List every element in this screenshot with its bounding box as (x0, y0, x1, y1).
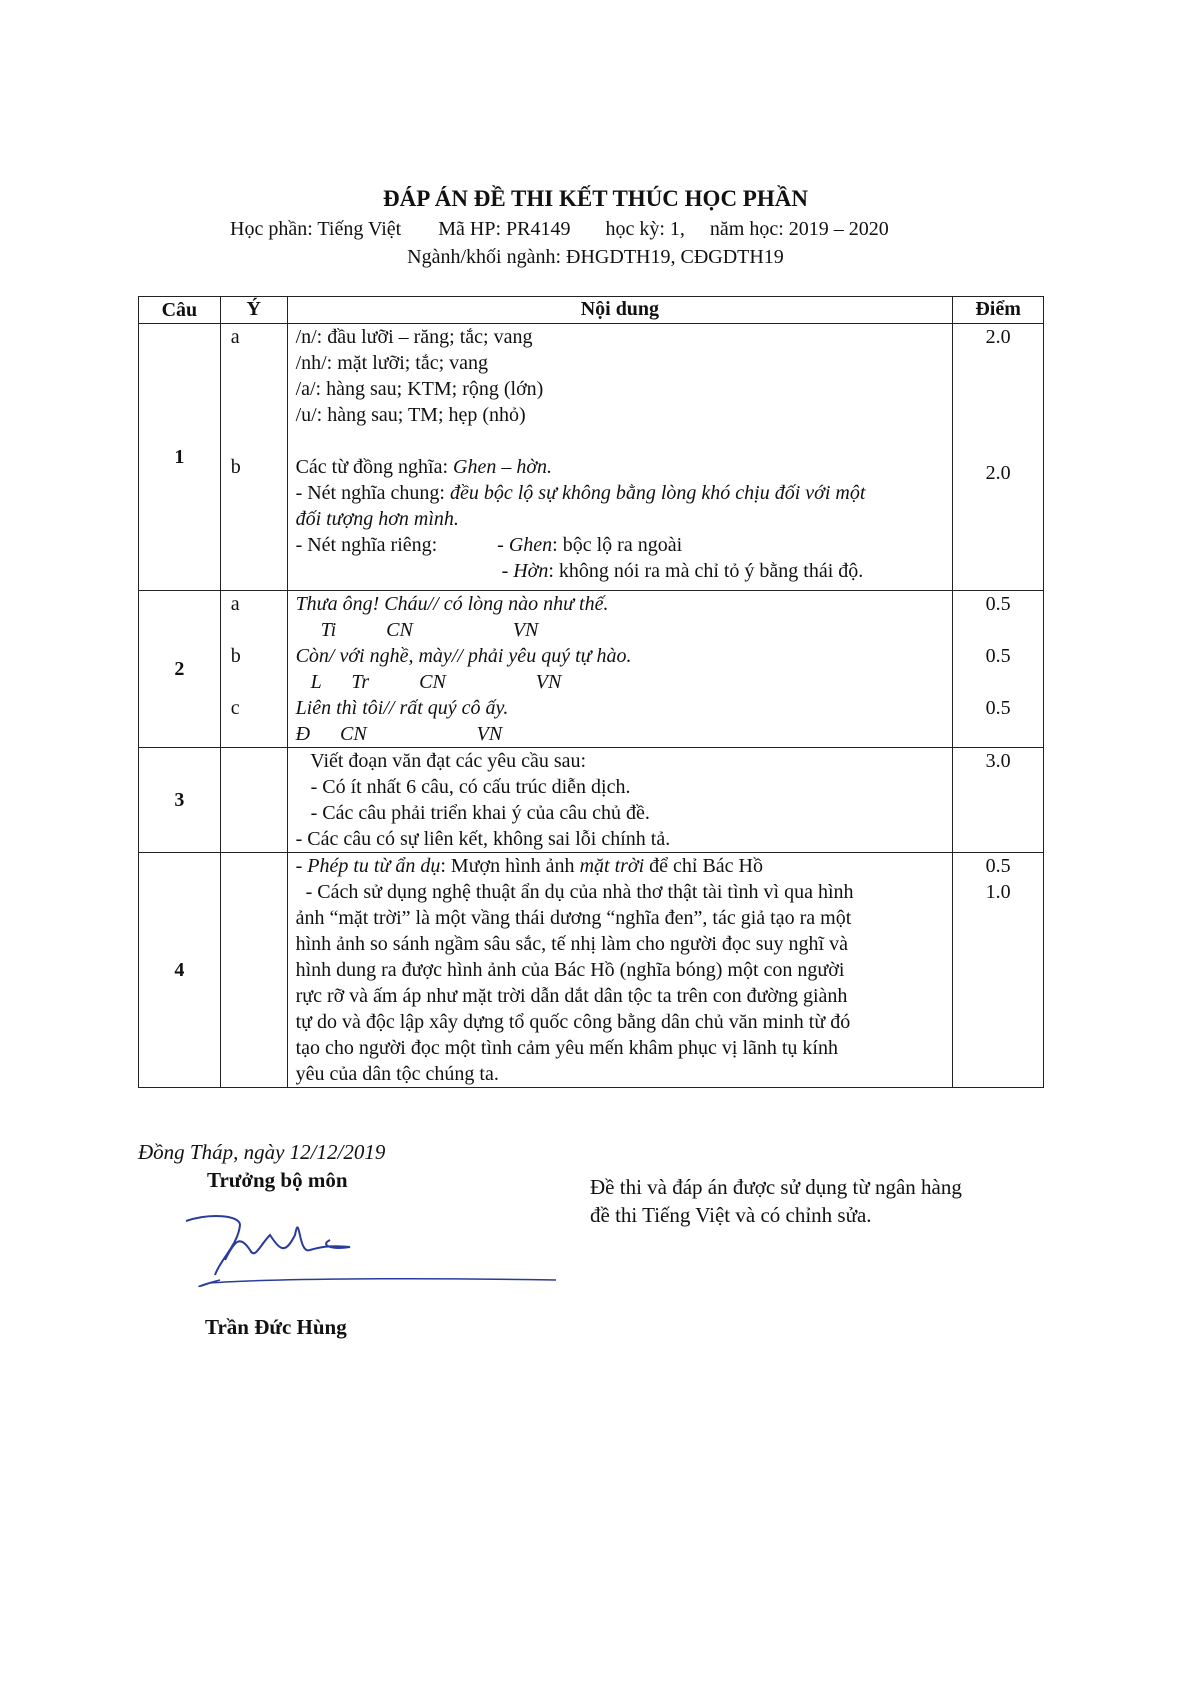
content-line: đối tượng hơn mình. (295, 508, 459, 530)
content-line: Các từ đồng nghĩa: Ghen – hờn. (295, 456, 553, 478)
document-title: ĐÁP ÁN ĐỀ THI KẾT THÚC HỌC PHẦN (383, 186, 808, 211)
sentence: Liên thì tôi// rất quý cô ấy. (295, 697, 509, 719)
answer-table (138, 296, 1044, 1088)
sub-a: a (230, 593, 240, 615)
question-number: 1 (139, 324, 221, 591)
score: 2.0 (985, 462, 1011, 484)
content-line: Viết đoạn văn đạt các yêu cầu sau: (295, 750, 587, 772)
sentence: Còn/ với nghề, mày// phải yêu quý tự hào. (295, 645, 632, 667)
analysis-tags: L Tr CN VN (295, 671, 562, 693)
note-line-2: đề thi Tiếng Việt và có chỉnh sửa. (590, 1203, 872, 1227)
score: 2.0 (985, 326, 1011, 348)
table-header (139, 297, 1044, 324)
semester: học kỳ: 1, (605, 218, 685, 240)
content-line: - Hờn: không nói ra mà chỉ tỏ ý bằng thái độ. (501, 560, 864, 582)
table-row-3 (139, 748, 1044, 853)
place-date: Đồng Tháp, ngày 12/12/2019 (138, 1140, 386, 1164)
subject-line (230, 218, 889, 241)
content-line: hình ảnh so sánh ngầm sâu sắc, tế nhị làm cho người đọc suy nghĩ và (295, 933, 848, 955)
sub-b: b (230, 456, 241, 478)
score: 3.0 (985, 750, 1011, 772)
content-line: tạo cho người đọc một tình cảm yêu mến khâm phục vị lãnh tụ kính (295, 1037, 838, 1059)
content-line: - Các câu có sự liên kết, không sai lỗi chính tả. (295, 828, 671, 850)
content-line: ảnh “mặt trời” là một vầng thái dương “nghĩa đen”, tác giả tạo ra một (295, 907, 852, 929)
header-y: Ý (220, 297, 287, 324)
content-line: /a/: hàng sau; KTM; rộng (lớn) (295, 378, 544, 400)
analysis-tags: Ti CN VN (295, 619, 539, 641)
content-line: rực rỡ và ấm áp như mặt trời dẫn dắt dân tộc ta trên con đường giành (295, 985, 848, 1007)
score: 0.5 (985, 593, 1011, 615)
content-line: - Có ít nhất 6 câu, có cấu trúc diễn dịch. (295, 776, 631, 798)
sentence: Thưa ông! Cháu// có lòng nào như thế. (295, 593, 609, 615)
major: Ngành/khối ngành: ĐHGDTH19, CĐGDTH19 (407, 246, 784, 268)
analysis-tags: Đ CN VN (295, 723, 503, 745)
content-line: - Phép tu từ ẩn dụ: Mượn hình ảnh mặt trời để chỉ Bác Hồ (295, 855, 763, 877)
content-line: /nh/: mặt lưỡi; tắc; vang (295, 352, 489, 374)
subject: Học phần: Tiếng Việt (230, 218, 402, 240)
content-line: /n/: đầu lưỡi – răng; tắc; vang (295, 326, 533, 348)
table-row-4 (139, 853, 1044, 1088)
table-row-1 (139, 324, 1044, 591)
content-line: yêu của dân tộc chúng ta. (295, 1063, 499, 1085)
question-number: 2 (139, 591, 221, 748)
question-number: 3 (139, 748, 221, 853)
note-line-1: Đề thi và đáp án được sử dụng từ ngân hàng (590, 1175, 962, 1199)
sub-a: a (230, 326, 240, 348)
signer-name: Trần Đức Hùng (205, 1315, 347, 1339)
content-line: tự do và độc lập xây dựng tổ quốc công bằng dân chủ văn minh từ đó (295, 1011, 851, 1033)
question-number: 4 (139, 853, 221, 1088)
table-row-2 (139, 591, 1044, 748)
content-line: - Cách sử dụng nghệ thuật ẩn dụ của nhà thơ thật tài tình vì qua hình (295, 881, 854, 903)
content-line: - Các câu phải triển khai ý của câu chủ đề. (295, 802, 650, 824)
signer-role: Trưởng bộ môn (207, 1168, 348, 1192)
school-year: năm học: 2019 – 2020 (709, 218, 889, 240)
score: 0.5 (985, 645, 1011, 667)
content-line: - Nét nghĩa chung: đều bộc lộ sự không bằng lòng khó chịu đối với một (295, 482, 866, 504)
content-line: - Nét nghĩa riêng: - Ghen: bộc lộ ra ngoài (295, 534, 683, 556)
course-code: Mã HP: PR4149 (438, 218, 571, 240)
score: 0.5 (985, 855, 1011, 877)
score: 1.0 (985, 881, 1011, 903)
header-diem: Điểm (953, 297, 1044, 324)
header-noi-dung: Nội dung (287, 297, 953, 324)
score: 0.5 (985, 697, 1011, 719)
content-line: /u/: hàng sau; TM; hẹp (nhỏ) (295, 404, 526, 426)
signature-icon (180, 1205, 560, 1295)
header-cau: Câu (139, 297, 221, 324)
sub-c: c (230, 697, 240, 719)
content-line: hình dung ra được hình ảnh của Bác Hồ (nghĩa bóng) một con người (295, 959, 845, 981)
sub-b: b (230, 645, 241, 667)
